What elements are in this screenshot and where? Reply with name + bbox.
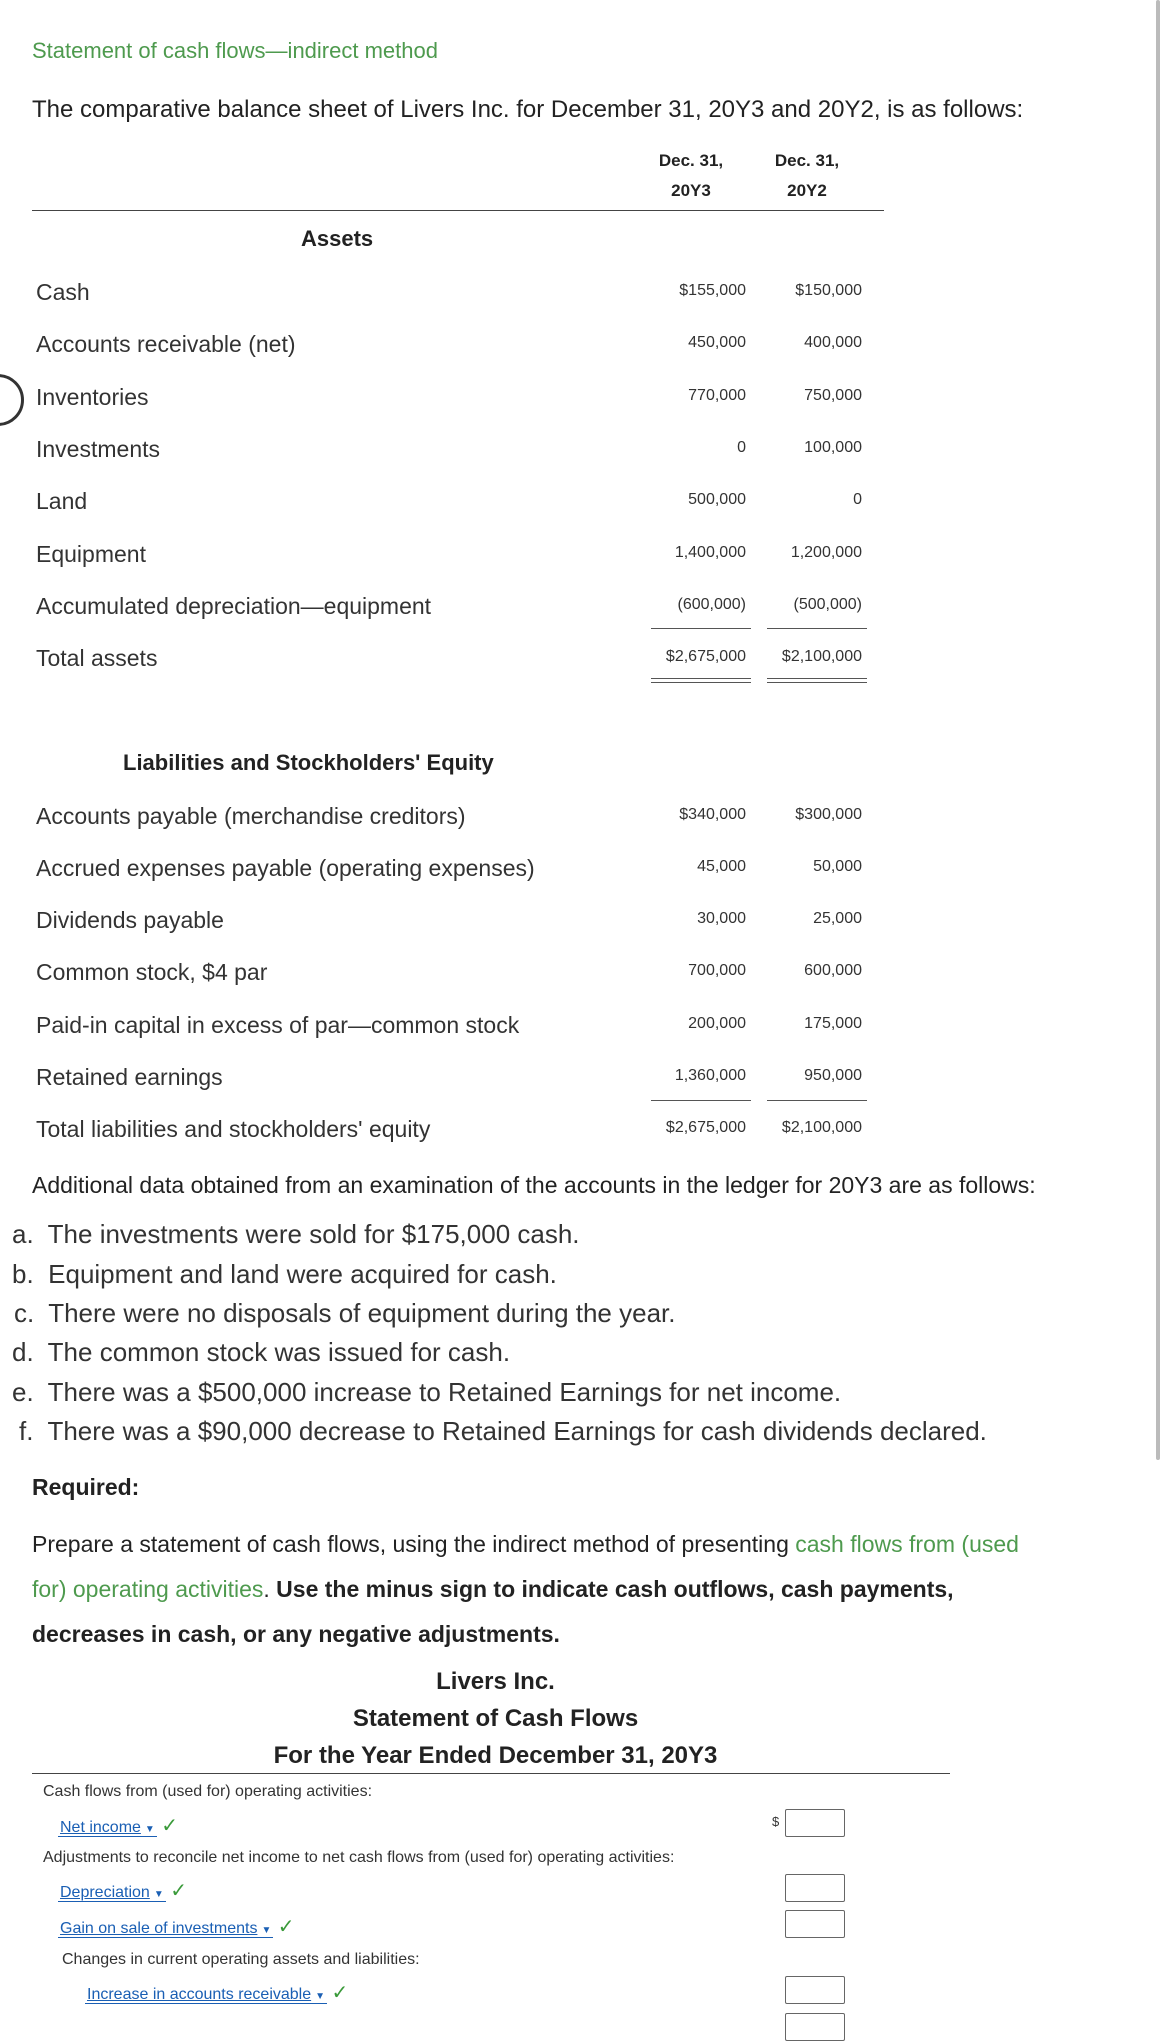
row-marker xyxy=(0,374,24,426)
value-20y2: 600,000 xyxy=(804,962,862,979)
adjustments-heading: Adjustments to reconcile net income to net cash flows from (used for) operating activities: xyxy=(43,1849,675,1866)
instructions-line-1: Prepare a statement of cash flows, using the indirect method of presenting cash flows from (used xyxy=(32,1531,1019,1557)
value-20y2: 750,000 xyxy=(804,387,862,404)
chevron-down-icon: ▼ xyxy=(153,1889,164,1900)
next-input[interactable] xyxy=(785,2013,845,2041)
value-20y2: 1,200,000 xyxy=(790,544,862,561)
value-20y3: 700,000 xyxy=(688,962,746,979)
chevron-down-icon: ▼ xyxy=(261,1925,272,1936)
row-label: Total liabilities and stockholders' equity xyxy=(36,1116,431,1142)
value-20y3: 450,000 xyxy=(688,334,746,351)
value-20y3: $340,000 xyxy=(679,806,746,823)
operating-heading: Cash flows from (used for) operating activities: xyxy=(43,1783,373,1800)
list-item: b. Equipment and land were acquired for cash. xyxy=(12,1259,557,1289)
value-20y2: 50,000 xyxy=(813,858,862,875)
header-rule xyxy=(32,210,884,211)
value-20y3: (600,000) xyxy=(677,596,746,613)
value-20y2: 175,000 xyxy=(804,1015,862,1032)
page-title: Statement of cash flows—indirect method xyxy=(32,38,438,63)
row-label: Inventories xyxy=(36,384,149,410)
value-20y3: 1,360,000 xyxy=(674,1067,746,1084)
value-20y2: $300,000 xyxy=(795,806,862,823)
value-20y3: 770,000 xyxy=(688,387,746,404)
value-20y2: 100,000 xyxy=(804,439,862,456)
operating-activities-link[interactable]: for) operating activities xyxy=(32,1576,264,1602)
problem-intro: The comparative balance sheet of Livers Inc. for December 31, 20Y3 and 20Y2, is as follows: xyxy=(32,96,1024,123)
row-label: Dividends payable xyxy=(36,907,224,933)
list-item: e. There was a $500,000 increase to Retained Earnings for net income. xyxy=(12,1377,842,1407)
depreciation-input[interactable] xyxy=(785,1874,845,1902)
instructions-line-3: decreases in cash, or any negative adjustments. xyxy=(32,1621,560,1647)
value-20y3: $2,675,000 xyxy=(665,648,746,665)
total-rule xyxy=(651,628,751,629)
value-20y2: 950,000 xyxy=(804,1067,862,1084)
liabilities-heading: Liabilities and Stockholders' Equity xyxy=(123,750,494,775)
net-income-row xyxy=(58,1813,178,1838)
row-label: Accounts payable (merchandise creditors) xyxy=(36,803,466,829)
depreciation-row xyxy=(58,1878,187,1903)
chevron-down-icon: ▼ xyxy=(144,1824,155,1835)
total-rule xyxy=(767,628,867,629)
changes-heading: Changes in current operating assets and liabilities: xyxy=(62,1951,420,1968)
value-20y2: (500,000) xyxy=(793,596,862,613)
value-20y2: $150,000 xyxy=(795,282,862,299)
accounts-receivable-row xyxy=(85,1980,348,2005)
accounts-receivable-input[interactable] xyxy=(785,1976,845,2004)
value-20y3: 1,400,000 xyxy=(674,544,746,561)
accounts-receivable-select[interactable]: Increase in accounts receivable ▼ xyxy=(87,1986,326,2003)
row-label: Accounts receivable (net) xyxy=(36,331,296,357)
double-rule xyxy=(767,678,867,683)
operating-activities-link[interactable]: cash flows from (used xyxy=(795,1531,1019,1557)
depreciation-select[interactable]: Depreciation ▼ xyxy=(60,1884,164,1901)
value-20y3: $2,675,000 xyxy=(665,1119,746,1136)
list-item: f. There was a $90,000 decrease to Retained Earnings for cash dividends declared. xyxy=(19,1416,987,1446)
checkmark-icon: ✓ xyxy=(277,1916,295,1938)
chevron-down-icon: ▼ xyxy=(315,1991,326,2002)
statement-rule xyxy=(32,1773,950,1774)
checkmark-icon: ✓ xyxy=(170,1880,187,1902)
value-20y2: $2,100,000 xyxy=(781,648,862,665)
value-20y3: 200,000 xyxy=(688,1015,746,1032)
net-income-select[interactable]: Net income ▼ xyxy=(60,1819,155,1836)
scrollbar[interactable] xyxy=(1156,0,1160,1460)
checkmark-icon: ✓ xyxy=(161,1815,179,1837)
statement-period: For the Year Ended December 31, 20Y3 xyxy=(273,1742,718,1769)
net-income-input[interactable] xyxy=(785,1809,845,1837)
double-rule xyxy=(651,678,751,683)
row-label: Total assets xyxy=(36,645,158,671)
value-20y2: 400,000 xyxy=(804,334,862,351)
value-20y3: $155,000 xyxy=(679,282,746,299)
statement-name: Statement of Cash Flows xyxy=(352,1705,639,1732)
row-label: Accrued expenses payable (operating expenses) xyxy=(36,855,535,881)
value-20y2: 25,000 xyxy=(813,910,862,927)
checkmark-icon: ✓ xyxy=(331,1982,349,2004)
row-label: Common stock, $4 par xyxy=(36,959,268,985)
column-header-20y2: Dec. 31, 20Y2 xyxy=(774,151,840,200)
gain-on-sale-select[interactable]: Gain on sale of investments ▼ xyxy=(60,1920,272,1937)
list-item: c. There were no disposals of equipment during the year. xyxy=(14,1298,676,1328)
total-rule xyxy=(767,1100,867,1101)
row-label: Accumulated depreciation—equipment xyxy=(36,593,432,619)
row-label: Cash xyxy=(36,279,90,305)
row-label: Investments xyxy=(36,436,160,462)
required-label: Required: xyxy=(32,1474,140,1500)
assets-heading: Assets xyxy=(301,226,374,251)
additional-data-intro: Additional data obtained from an examination of the accounts in the ledger for 20Y3 are as follows: xyxy=(32,1172,1036,1198)
total-rule xyxy=(651,1100,751,1101)
value-20y2: $2,100,000 xyxy=(781,1119,862,1136)
statement-company: Livers Inc. xyxy=(436,1668,555,1695)
value-20y2: 0 xyxy=(853,491,862,508)
dollar-sign: $ xyxy=(772,1814,780,1829)
value-20y3: 500,000 xyxy=(688,491,746,508)
row-label: Equipment xyxy=(36,541,146,567)
list-item: a. The investments were sold for $175,000 cash. xyxy=(12,1219,580,1249)
value-20y3: 0 xyxy=(737,439,746,456)
list-item: d. The common stock was issued for cash. xyxy=(12,1337,511,1367)
row-label: Retained earnings xyxy=(36,1064,223,1090)
column-header-20y3: Dec. 31, 20Y3 xyxy=(658,151,724,200)
gain-row xyxy=(58,1914,295,1939)
value-20y3: 30,000 xyxy=(697,910,746,927)
instructions-line-2: for) operating activities. Use the minus sign to indicate cash outflows, cash payments, xyxy=(32,1576,954,1602)
gain-input[interactable] xyxy=(785,1910,845,1938)
value-20y3: 45,000 xyxy=(697,858,746,875)
row-label: Land xyxy=(36,488,88,514)
row-label: Paid-in capital in excess of par—common stock xyxy=(36,1012,520,1038)
